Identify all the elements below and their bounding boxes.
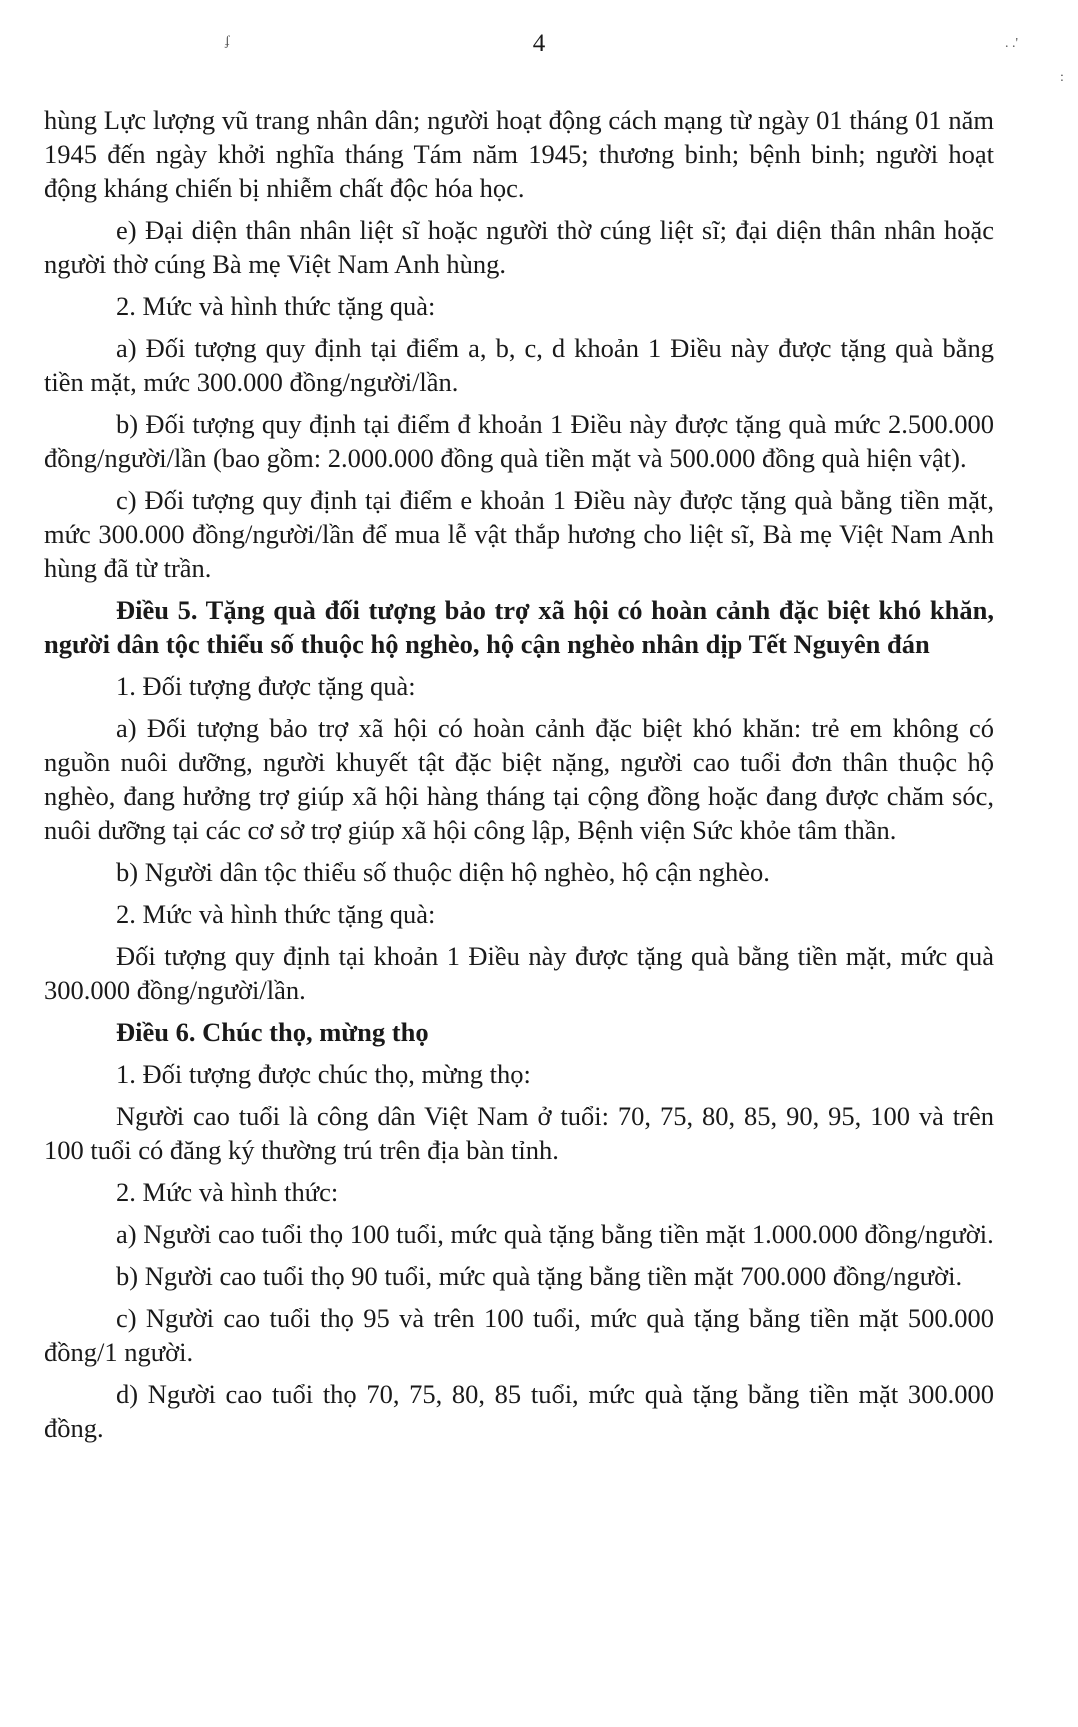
paragraph-item-e: e) Đại diện thân nhân liệt sĩ hoặc người thờ cúng liệt sĩ; đại diện thân nhân hoặc người thờ cúng Bà mẹ Việt Nam Anh hùng.	[44, 215, 994, 279]
section-heading-doi-tuong: 1. Đối tượng được tặng quà:	[116, 671, 416, 701]
paragraph-continuation: hùng Lực lượng vũ trang nhân dân; người hoạt động cách mạng từ ngày 01 tháng 01 năm 1945 đến ngày khởi nghĩa tháng Tám năm 1945; thương binh; bệnh binh; người hoạt động kháng chiến bị nhiễm chất độc hóa học.	[44, 105, 994, 203]
paragraph-item-c: c) Đối tượng quy định tại điểm e khoản 1 Điều này được tặng quà bằng tiền mặt, mức 300.000 đồng/người/lần để mua lễ vật thắp hương cho liệt sĩ, Bà mẹ Việt Nam Anh hùng đã từ trần.	[44, 485, 994, 583]
paragraph-body: Người cao tuổi là công dân Việt Nam ở tuổi: 70, 75, 80, 85, 90, 95, 100 và trên 100 tuổi có đăng ký thường trú trên địa bàn tỉnh.	[44, 1101, 994, 1165]
paragraph-item-a: a) Người cao tuổi thọ 100 tuổi, mức quà tặng bằng tiền mặt 1.000.000 đồng/người.	[116, 1219, 994, 1249]
paragraph-item-b: b) Người cao tuổi thọ 90 tuổi, mức quà tặng bằng tiền mặt 700.000 đồng/người.	[116, 1261, 963, 1291]
scan-artifact-mark: :	[1060, 70, 1064, 85]
document-body	[44, 103, 994, 1453]
section-heading-muc-hinh-thuc: 2. Mức và hình thức tặng quà:	[116, 291, 436, 321]
paragraph-item-a: a) Đối tượng bảo trợ xã hội có hoàn cảnh đặc biệt khó khăn: trẻ em không có nguồn nuôi dưỡng, người khuyết tật đặc biệt nặng, người cao tuổi đơn thân thuộc hộ nghèo, đang hưởng trợ giúp xã hội hàng tháng tại cộng đồng hoặc đang được chăm sóc, nuôi dưỡng tại các cơ sở trợ giúp xã hội công lập, Bệnh viện Sức khỏe tâm thần.	[44, 713, 994, 845]
section-heading-muc-hinh-thuc: 2. Mức và hình thức:	[116, 1177, 339, 1207]
section-heading-doi-tuong: 1. Đối tượng được chúc thọ, mừng thọ:	[116, 1059, 531, 1089]
scan-artifact-mark: . .'	[1005, 36, 1019, 51]
article-5-heading: Điều 5. Tặng quà đối tượng bảo trợ xã hội có hoàn cảnh đặc biệt khó khăn, người dân tộc thiểu số thuộc hộ nghèo, hộ cận nghèo nhân dịp Tết Nguyên đán	[44, 595, 994, 659]
page-number: 4	[532, 30, 546, 57]
paragraph-item-a: a) Đối tượng quy định tại điểm a, b, c, d khoản 1 Điều này được tặng quà bằng tiền mặt, mức 300.000 đồng/người/lần.	[44, 333, 994, 397]
scan-artifact-mark: ʄ	[225, 34, 230, 49]
article-6-heading: Điều 6. Chúc thọ, mừng thọ	[116, 1017, 429, 1047]
paragraph-body: Đối tượng quy định tại khoản 1 Điều này được tặng quà bằng tiền mặt, mức quà 300.000 đồng/người/lần.	[44, 941, 994, 1005]
paragraph-item-b: b) Người dân tộc thiểu số thuộc diện hộ nghèo, hộ cận nghèo.	[116, 857, 770, 887]
section-heading-muc-hinh-thuc: 2. Mức và hình thức tặng quà:	[116, 899, 436, 929]
paragraph-item-c: c) Người cao tuổi thọ 95 và trên 100 tuổi, mức quà tặng bằng tiền mặt 500.000 đồng/1 người.	[44, 1303, 994, 1367]
paragraph-item-b: b) Đối tượng quy định tại điểm đ khoản 1 Điều này được tặng quà mức 2.500.000 đồng/người/lần (bao gồm: 2.000.000 đồng quà tiền mặt và 500.000 đồng quà hiện vật).	[44, 409, 994, 473]
paragraph-item-d: d) Người cao tuổi thọ 70, 75, 80, 85 tuổi, mức quà tặng bằng tiền mặt 300.000 đồng.	[44, 1379, 994, 1443]
